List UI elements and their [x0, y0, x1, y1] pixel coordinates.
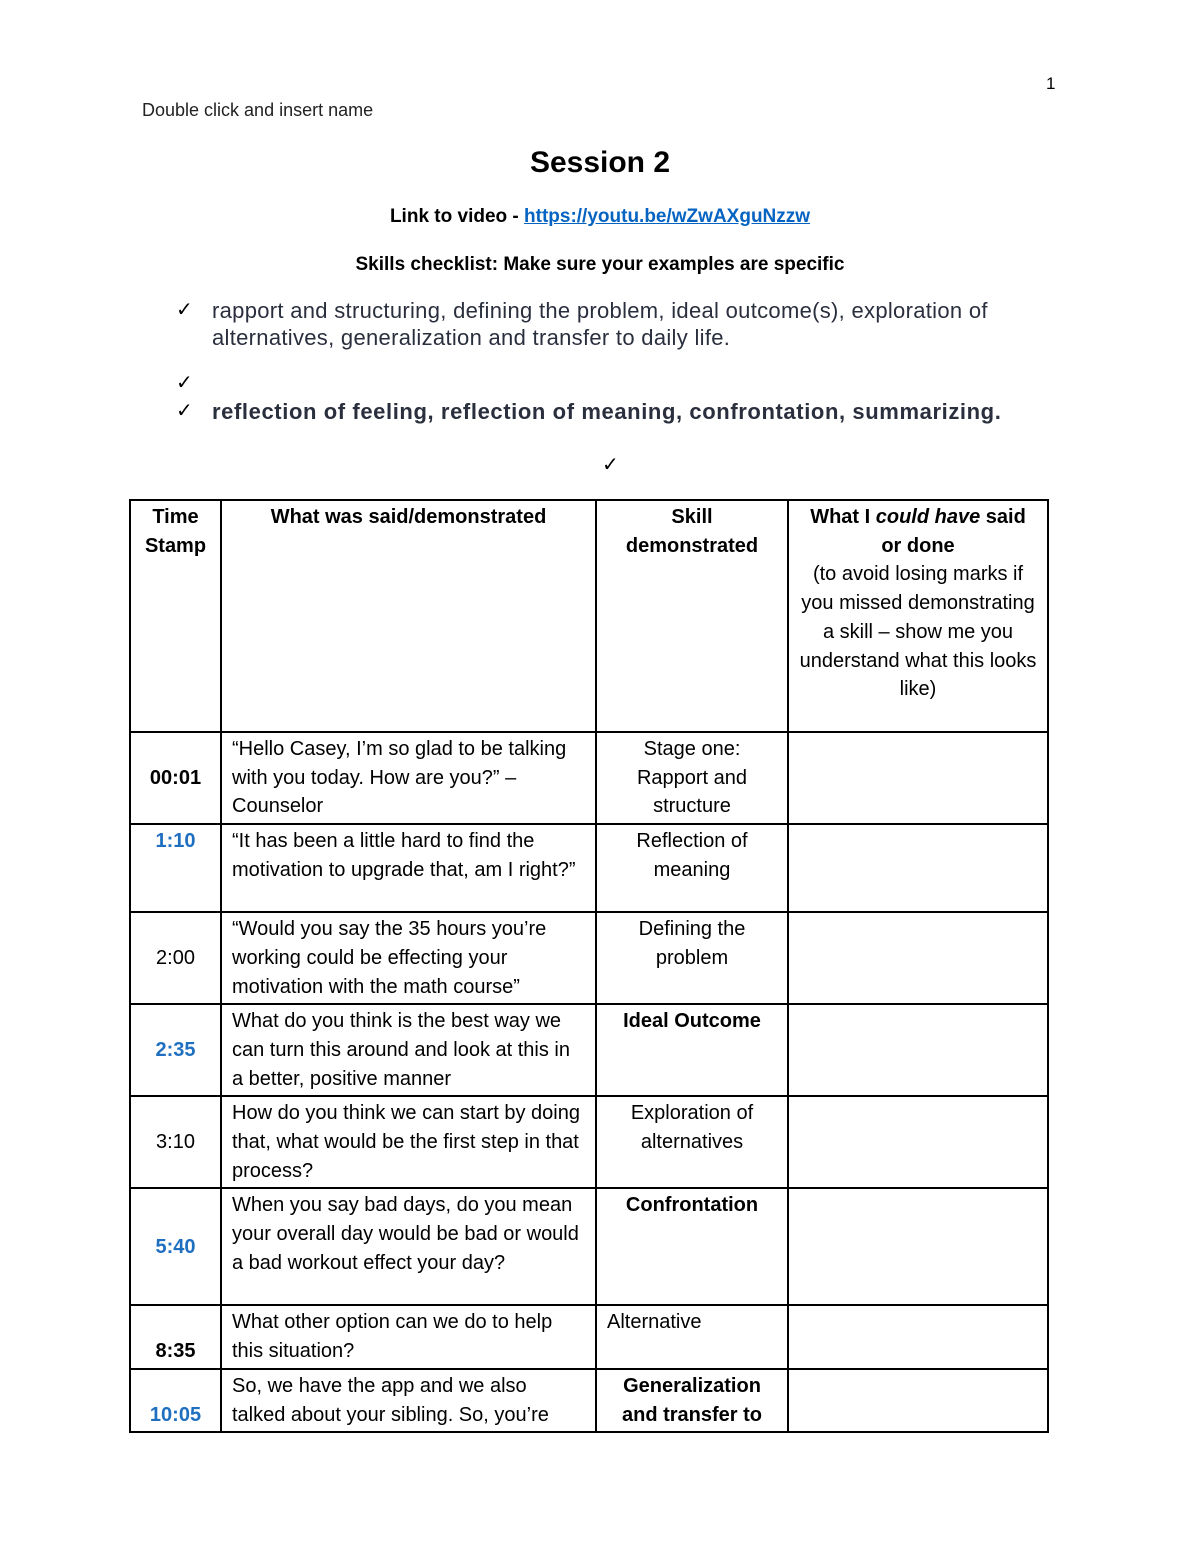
header-could-emphasis: could have — [875, 506, 981, 528]
video-link[interactable]: https://youtu.be/wZwAXguNzzw — [524, 206, 811, 227]
row-said[interactable]: “Hello Casey, I’m so glad to be talking with you today. How are you?” – Counselor — [221, 732, 596, 824]
checkmark-icon: ✓ — [602, 454, 619, 476]
row-said[interactable]: “It has been a little hard to find the motivation to upgrade that, am I right?” — [221, 824, 596, 912]
video-link-line — [0, 206, 1200, 228]
table-row — [130, 732, 1048, 824]
session-log-table — [129, 499, 1049, 1433]
row-said[interactable]: What do you think is the best way we can turn this around and look at this in a better, positive manner — [221, 1004, 596, 1096]
checkmark-icon: ✓ — [176, 372, 193, 394]
header-could-pre: What I — [810, 506, 876, 528]
row-skill[interactable]: Confrontation — [596, 1188, 788, 1305]
row-said[interactable]: So, we have the app and we also talked about your sibling. So, you’re — [221, 1369, 596, 1432]
row-could-have[interactable] — [788, 1096, 1048, 1188]
row-time: 3:10 — [130, 1096, 221, 1188]
row-time: 00:01 — [130, 732, 221, 824]
row-time: 2:00 — [130, 912, 221, 1004]
header-could-have — [788, 500, 1048, 732]
checkmark-icon: ✓ — [176, 400, 193, 422]
row-skill[interactable]: Defining the problem — [596, 912, 788, 1004]
page-title: Session 2 — [529, 146, 671, 179]
row-could-have[interactable] — [788, 824, 1048, 912]
row-time: 5:40 — [130, 1188, 221, 1305]
row-skill[interactable]: Reflection of meaning — [596, 824, 788, 912]
row-said[interactable]: What other option can we do to help this situation? — [221, 1305, 596, 1368]
row-said[interactable]: How do you think we can start by doing that, what would be the first step in that process? — [221, 1096, 596, 1188]
header-could-post: said or done — [881, 506, 1026, 557]
table-header-row — [130, 500, 1048, 732]
row-said[interactable]: “Would you say the 35 hours you’re working could be effecting your motivation with the math course” — [221, 912, 596, 1004]
skills-checklist-heading: Skills checklist: Make sure your examples are specific — [355, 254, 845, 275]
row-could-have[interactable] — [788, 1188, 1048, 1305]
row-could-have[interactable] — [788, 912, 1048, 1004]
table-row — [130, 1369, 1048, 1432]
row-skill[interactable]: Ideal Outcome — [596, 1004, 788, 1096]
header-skill-demonstrated: Skill demonstrated — [596, 500, 788, 732]
checklist-item-text: rapport and structuring, defining the problem, ideal outcome(s), exploration of alternatives, generalization and transfer to daily life. — [212, 298, 988, 350]
row-could-have[interactable] — [788, 732, 1048, 824]
table-row — [130, 1004, 1048, 1096]
table-row — [130, 1188, 1048, 1305]
header-what-was-said: What was said/demonstrated — [221, 500, 596, 732]
header-could-note: (to avoid losing marks if you missed demonstrating a skill – show me you understand what this looks like) — [799, 563, 1037, 701]
checkmark-icon: ✓ — [176, 299, 193, 321]
row-time: 2:35 — [130, 1004, 221, 1096]
row-could-have[interactable] — [788, 1305, 1048, 1368]
table-row — [130, 824, 1048, 912]
row-skill[interactable]: Alternative — [596, 1305, 788, 1368]
row-skill[interactable]: Exploration of alternatives — [596, 1096, 788, 1188]
row-said[interactable]: When you say bad days, do you mean your overall day would be bad or would a bad workout effect your day? — [221, 1188, 596, 1305]
row-skill[interactable]: Stage one: Rapport and structure — [596, 732, 788, 824]
checklist-item-text: reflection of feeling, reflection of meaning, confrontation, summarizing. — [212, 399, 1002, 424]
row-time: 8:35 — [130, 1305, 221, 1368]
row-time: 1:10 — [130, 824, 221, 912]
table-row — [130, 1305, 1048, 1368]
row-could-have[interactable] — [788, 1004, 1048, 1096]
table-row — [130, 1096, 1048, 1188]
row-could-have[interactable] — [788, 1369, 1048, 1432]
header-name-placeholder[interactable]: Double click and insert name — [142, 100, 374, 120]
row-time: 10:05 — [130, 1369, 221, 1432]
row-skill[interactable]: Generalization and transfer to — [596, 1369, 788, 1432]
table-row — [130, 912, 1048, 1004]
page-number: 1 — [1046, 74, 1056, 93]
video-link-label: Link to video - — [389, 206, 525, 227]
header-time-stamp: Time Stamp — [130, 500, 221, 732]
